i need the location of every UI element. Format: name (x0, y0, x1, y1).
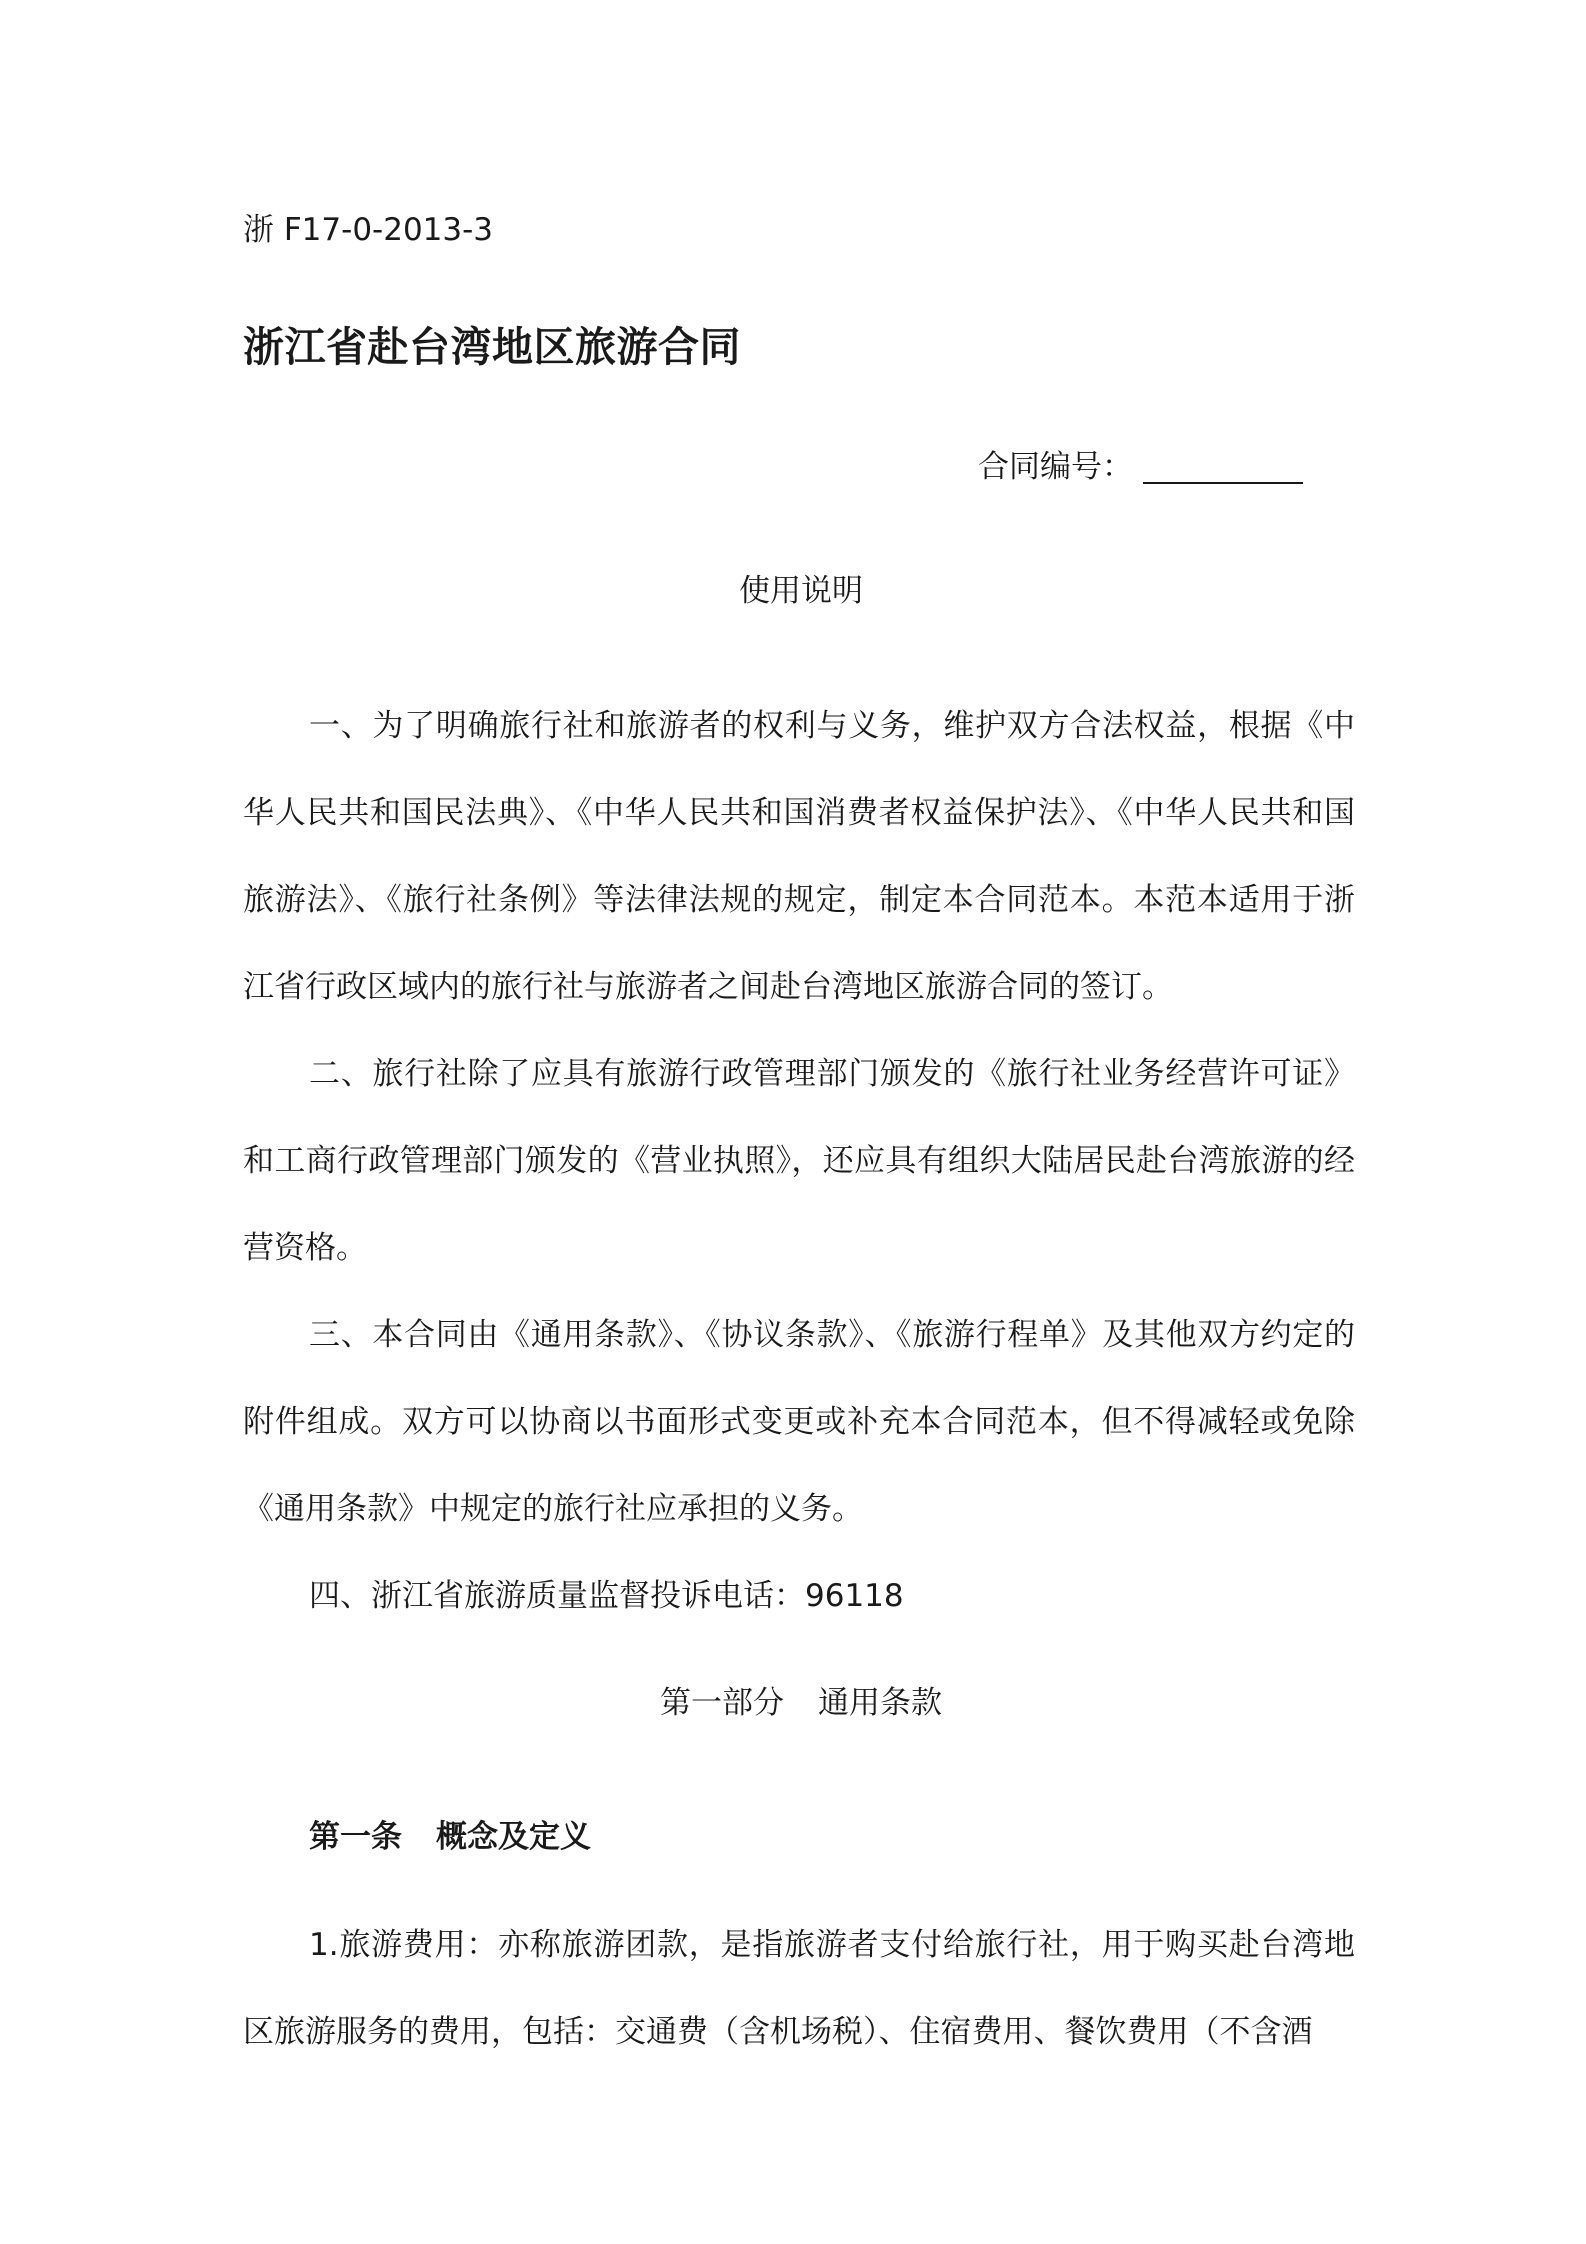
article-number: 第一条 (309, 1819, 402, 1855)
contract-number-label: 合同编号： (978, 449, 1133, 485)
document-code: 浙 F17-0-2013-3 (243, 212, 494, 248)
usage-heading: 使用说明 (739, 573, 863, 609)
usage-paragraph-3: 三、本合同由《通用条款》、《协议条款》、《旅游行程单》及其他双方约定的附件组成。双方可以协商以书面形式变更或补充本合同范本，但不得减轻或免除《通用条款》中规定的旅行社应承担的义务。 (243, 1317, 1355, 1527)
article-name: 概念及定义 (436, 1819, 591, 1855)
usage-paragraph-1: 一、为了明确旅行社和旅游者的权利与义务，维护双方合法权益，根据《中华人民共和国民法典》、《中华人民共和国消费者权益保护法》、《中华人民共和国旅游法》、《旅行社条例》等法律法规的规定，制定本合同范本。本范本适用于浙江省行政区域内的旅行社与旅游者之间赴台湾地区旅游合同的签订。 (243, 708, 1355, 1005)
document-title: 浙江省赴台湾地区旅游合同 (243, 323, 741, 371)
usage-paragraph-2: 二、旅行社除了应具有旅游行政管理部门颁发的《旅行社业务经营许可证》和工商行政管理部门颁发的《营业执照》，还应具有组织大陆居民赴台湾旅游的经营资格。 (243, 1056, 1355, 1266)
contract-number-blank (1143, 452, 1303, 484)
usage-paragraph-4: 四、浙江省旅游质量监督投诉电话：96118 (309, 1578, 904, 1614)
part-name: 通用条款 (818, 1685, 942, 1721)
contract-number-line (978, 444, 1303, 490)
article-heading (309, 1814, 591, 1860)
part-heading (8, 1680, 1586, 1726)
definition-paragraph: 1.旅游费用：亦称旅游团款，是指旅游者支付给旅行社，用于购买赴台湾地区旅游服务的费用，包括：交通费（含机场税）、住宿费用、餐饮费用（不含酒 (243, 1927, 1355, 2050)
part-number: 第一部分 (660, 1685, 784, 1721)
